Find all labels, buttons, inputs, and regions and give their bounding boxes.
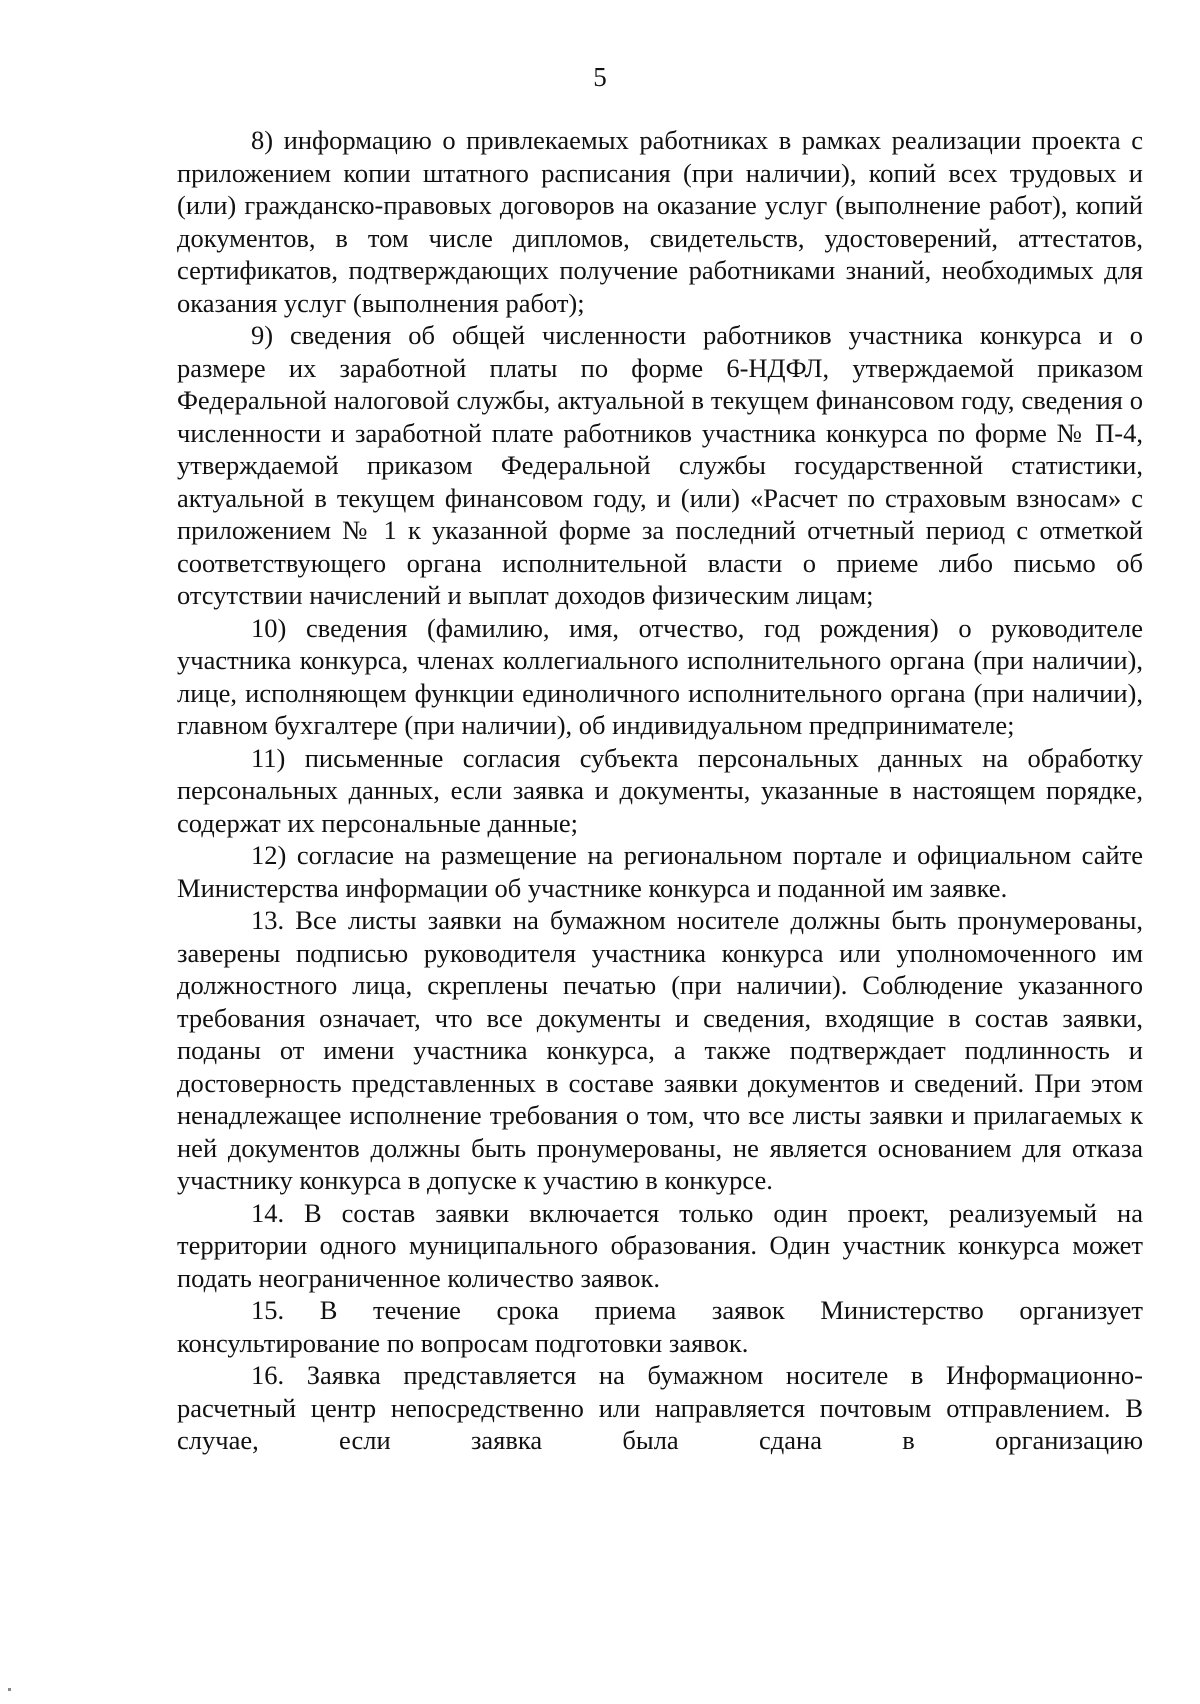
paragraph-item-9: 9) сведения об общей численности работников участника конкурса и о размере их заработной платы по форме 6-НДФЛ, утверждаемой приказом Федеральной налоговой службы, актуальной в текущем финансовом году, сведения о численности и заработной плате работников участника конкурса по форме № П-4, утверждаемой приказом Федеральной службы государственной статистики, актуальной в текущем финансовом году, и (или) «Расчет по страховым взносам» с приложением № 1 к указанной форме за последний отчетный период с отметкой соответствующего органа исполнительной власти о приеме либо письмо об отсутствии начислений и выплат доходов физическим лицам; xyxy=(177,320,1143,610)
paragraph-16: 16. Заявка представляется на бумажном носителе в Информационно-расчетный центр непосредственно или направляется почтовым отправлением. В случае, если заявка была сдана в организацию xyxy=(177,1360,1143,1455)
paragraph-15: 15. В течение срока приема заявок Министерство организует консультирование по вопросам подготовки заявок. xyxy=(177,1295,1143,1358)
page-number: 5 xyxy=(593,62,607,92)
paragraph-13: 13. Все листы заявки на бумажном носителе должны быть пронумерованы, заверены подписью руководителя участника конкурса или уполномоченного им должностного лица, скреплены печатью (при наличии). Соблюдение указанного требования означает, что все документы и сведения, входящие в состав заявки, поданы от имени участника конкурса, а также подтверждает подлинность и достоверность представленных в составе заявки документов и сведений. При этом ненадлежащее исполнение требования о том, что все листы заявки и прилагаемых к ней документов должны быть пронумерованы, не является основанием для отказа участнику конкурса в допуске к участию в конкурсе. xyxy=(177,905,1143,1195)
scan-edge-mark xyxy=(8,1688,11,1691)
paragraph-item-11: 11) письменные согласия субъекта персональных данных на обработку персональных данных, если заявка и документы, указанные в настоящем порядке, содержат их персональные данные; xyxy=(177,742,1143,838)
paragraph-item-12: 12) согласие на размещение на региональном портале и официальном сайте Министерства информации об участнике конкурса и поданной им заявке. xyxy=(177,840,1143,903)
paragraph-14: 14. В состав заявки включается только один проект, реализуемый на территории одного муниципального образования. Один участник конкурса может подать неограниченное количество заявок. xyxy=(177,1197,1143,1293)
document-body xyxy=(177,124,1143,1457)
paragraph-item-10: 10) сведения (фамилию, имя, отчество, год рождения) о руководителе участника конкурса, членах коллегиального исполнительного органа (при наличии), лице, исполняющем функции единоличного исполнительного органа (при наличии), главном бухгалтере (при наличии), об индивидуальном предпринимателе; xyxy=(177,612,1143,740)
paragraph-item-8: 8) информацию о привлекаемых работниках в рамках реализации проекта с приложением копии штатного расписания (при наличии), копий всех трудовых и (или) гражданско-правовых договоров на оказание услуг (выполнение работ), копий документов, в том числе дипломов, свидетельств, удостоверений, аттестатов, сертификатов, подтверждающих получение работниками знаний, необходимых для оказания услуг (выполнения работ); xyxy=(177,125,1143,318)
